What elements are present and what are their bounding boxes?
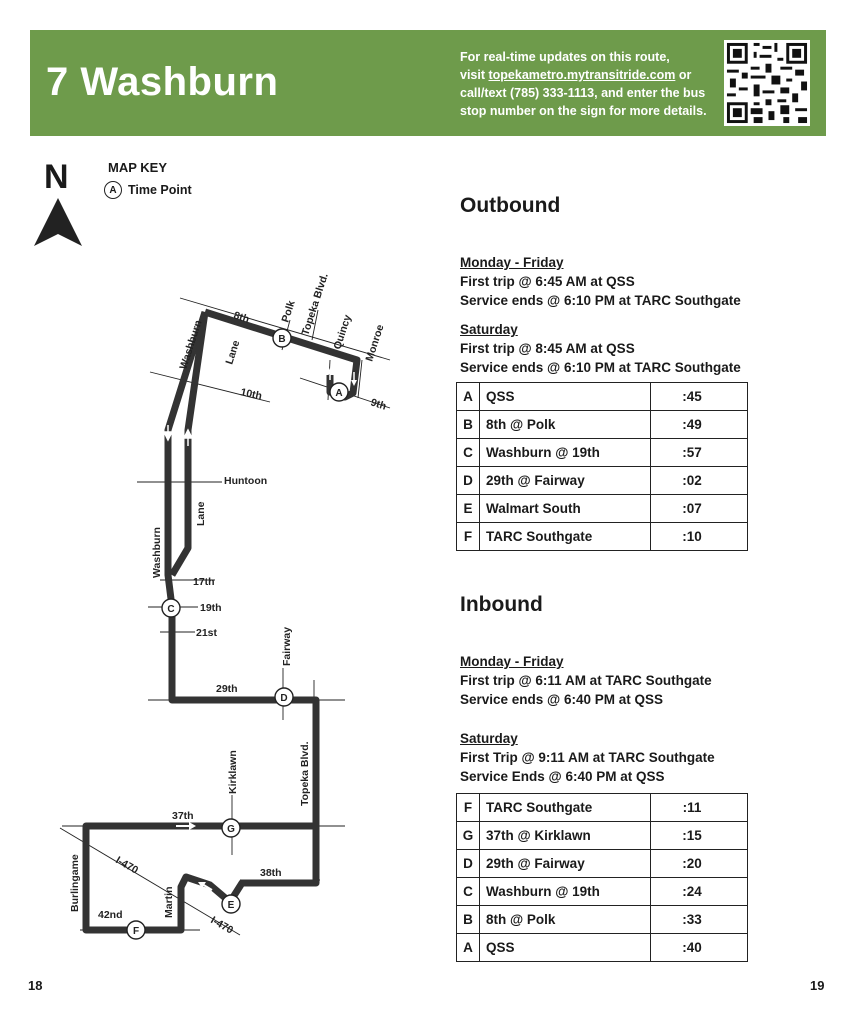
table-row	[457, 934, 748, 962]
inbound-heading: Inbound	[460, 593, 543, 616]
north-label: N	[44, 158, 69, 196]
departure-minute: :02	[651, 467, 748, 495]
timepoint-id: D	[457, 850, 480, 878]
stop-name: 37th @ Kirklawn	[480, 822, 651, 850]
svg-text:C: C	[167, 604, 175, 615]
qr-code-icon[interactable]	[724, 40, 810, 126]
svg-text:G: G	[227, 824, 235, 835]
stop-name: QSS	[480, 934, 651, 962]
map-key-title: MAP KEY	[108, 160, 167, 175]
departure-minute: :24	[651, 878, 748, 906]
map-label-topeka-lower: Topeka Blvd.	[299, 741, 311, 806]
note-line-1: For real-time updates on this route,	[460, 50, 670, 64]
map-label-17th: 17th	[193, 576, 215, 588]
outbound-timetable	[456, 382, 748, 551]
stop-name: Washburn @ 19th	[480, 878, 651, 906]
page-number-left: 18	[28, 978, 43, 993]
stop-name: 29th @ Fairway	[480, 850, 651, 878]
time-point-f	[127, 921, 145, 939]
inbound-weekday-first: First trip @ 6:11 AM at TARC Southgate	[460, 673, 712, 688]
inbound-saturday-day: Saturday	[460, 731, 518, 746]
inbound-saturday-ends: Service Ends @ 6:40 PM at QSS	[460, 769, 665, 784]
inbound-saturday	[460, 729, 715, 786]
map-label-29th: 29th	[216, 683, 238, 695]
outbound-saturday-day: Saturday	[460, 322, 518, 337]
map-key-time-point	[104, 180, 192, 200]
departure-minute: :11	[651, 794, 748, 822]
departure-minute: :10	[651, 523, 748, 551]
outbound-saturday	[460, 320, 741, 377]
departure-minute: :40	[651, 934, 748, 962]
inbound-weekday-ends: Service ends @ 6:40 PM at QSS	[460, 692, 664, 707]
map-label-washburn-lower: Washburn	[151, 527, 163, 578]
outbound-heading: Outbound	[460, 194, 561, 217]
table-row	[457, 439, 748, 467]
time-point-icon: A	[104, 181, 122, 199]
realtime-link[interactable]: topekametro.mytransitride.com	[488, 68, 676, 82]
svg-text:F: F	[132, 926, 140, 937]
timepoint-id: E	[457, 495, 480, 523]
time-point-label: Time Point	[128, 183, 192, 197]
table-row	[457, 383, 748, 411]
svg-text:E: E	[227, 900, 235, 911]
table-row	[457, 878, 748, 906]
timepoint-id: B	[457, 906, 480, 934]
departure-minute: :57	[651, 439, 748, 467]
timepoint-id: F	[457, 794, 480, 822]
inbound-timetable	[456, 793, 748, 962]
departure-minute: :49	[651, 411, 748, 439]
inbound-saturday-first: First Trip @ 9:11 AM at TARC Southgate	[460, 750, 715, 765]
map-label-martin: Martin	[163, 886, 175, 918]
realtime-note	[460, 48, 730, 120]
route-header	[30, 30, 826, 136]
map-label-kirklawn: Kirklawn	[227, 750, 239, 794]
route-title: 7 Washburn	[46, 60, 279, 104]
north-arrow-icon	[34, 198, 82, 246]
time-point-g	[222, 819, 240, 837]
note-after-link: or	[675, 68, 692, 82]
map-label-huntoon: Huntoon	[224, 475, 268, 487]
inbound-weekday	[460, 652, 712, 709]
table-row	[457, 411, 748, 439]
timepoint-id: A	[457, 934, 480, 962]
map-label-37th: 37th	[172, 810, 194, 822]
map-label-topeka-upper: Topeka Blvd.	[299, 271, 331, 337]
timepoint-id: G	[457, 822, 480, 850]
timepoint-id: C	[457, 878, 480, 906]
svg-text:A: A	[335, 388, 343, 399]
stop-name: TARC Southgate	[480, 523, 651, 551]
inbound-weekday-day: Monday - Friday	[460, 654, 564, 669]
map-label-9th: 9th	[369, 396, 388, 413]
map-label-burlingame: Burlingame	[69, 854, 81, 912]
stop-name: 8th @ Polk	[480, 411, 651, 439]
map-label-fairway: Fairway	[281, 626, 293, 666]
departure-minute: :20	[651, 850, 748, 878]
outbound-saturday-first: First trip @ 8:45 AM at QSS	[460, 341, 635, 356]
timepoint-id: B	[457, 411, 480, 439]
map-label-monroe: Monroe	[363, 323, 387, 363]
map-label-38th: 38th	[260, 867, 282, 879]
route-line	[86, 312, 357, 930]
map-label-10th: 10th	[239, 386, 263, 403]
stop-name: Walmart South	[480, 495, 651, 523]
departure-minute: :45	[651, 383, 748, 411]
stop-name: 8th @ Polk	[480, 906, 651, 934]
time-point-d	[275, 688, 293, 706]
north-arrow	[30, 158, 86, 250]
note-visit: visit	[460, 68, 489, 82]
table-row	[457, 495, 748, 523]
outbound-saturday-ends: Service ends @ 6:10 PM at TARC Southgate	[460, 360, 741, 375]
table-row	[457, 906, 748, 934]
svg-text:D: D	[280, 693, 288, 704]
timepoint-id: C	[457, 439, 480, 467]
map-label-i470-a: I-470	[113, 854, 141, 877]
stop-name: 29th @ Fairway	[480, 467, 651, 495]
map-label-42nd: 42nd	[98, 909, 123, 921]
outbound-weekday-ends: Service ends @ 6:10 PM at TARC Southgate	[460, 293, 741, 308]
time-point-a	[330, 383, 348, 401]
time-point-b	[273, 329, 291, 347]
map-label-quincy: Quincy	[331, 313, 354, 351]
timepoint-id: A	[457, 383, 480, 411]
page-number-right: 19	[810, 978, 825, 993]
table-row	[457, 822, 748, 850]
outbound-weekday-first: First trip @ 6:45 AM at QSS	[460, 274, 635, 289]
map-label-8th: 8th	[232, 309, 251, 326]
map-label-i470-b: I-470	[208, 914, 236, 937]
table-row	[457, 794, 748, 822]
outbound-weekday-day: Monday - Friday	[460, 255, 564, 270]
map-label-19th: 19th	[200, 602, 222, 614]
map-label-lane-lower: Lane	[195, 501, 207, 526]
outbound-weekday	[460, 253, 741, 310]
departure-minute: :15	[651, 822, 748, 850]
map-label-polk: Polk	[279, 299, 298, 324]
note-line-2	[460, 66, 730, 84]
stop-name: QSS	[480, 383, 651, 411]
table-row	[457, 467, 748, 495]
table-row	[457, 850, 748, 878]
svg-text:B: B	[278, 334, 286, 345]
time-point-c	[162, 599, 180, 617]
note-line-4: stop number on the sign for more details.	[460, 104, 707, 118]
departure-minute: :33	[651, 906, 748, 934]
map-label-21st: 21st	[196, 627, 218, 639]
note-line-3: call/text (785) 333-1113, and enter the bus	[460, 86, 706, 100]
table-row	[457, 523, 748, 551]
stop-name: Washburn @ 19th	[480, 439, 651, 467]
timepoint-id: D	[457, 467, 480, 495]
route-map	[0, 250, 440, 970]
departure-minute: :07	[651, 495, 748, 523]
stop-name: TARC Southgate	[480, 794, 651, 822]
time-point-e	[222, 895, 240, 913]
map-label-washburn-upper: Washburn	[177, 318, 205, 371]
map-label-lane-upper: Lane	[223, 338, 243, 366]
timepoint-id: F	[457, 523, 480, 551]
